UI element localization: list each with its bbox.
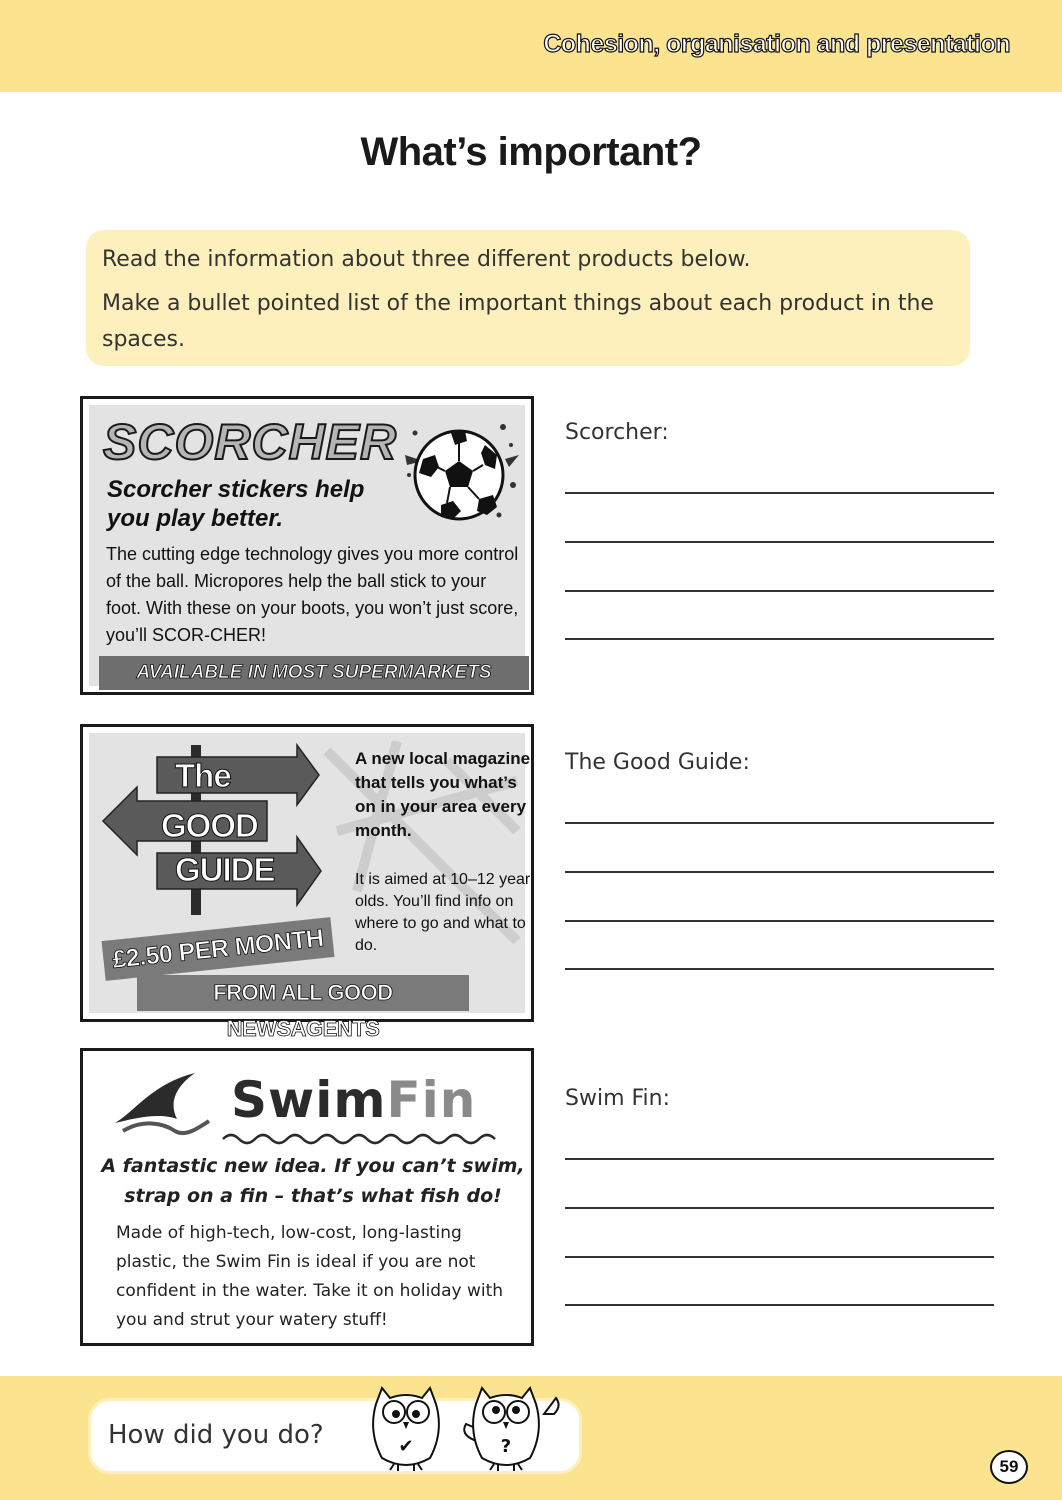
scorcher-logo: SCORCHER — [103, 414, 398, 470]
good-guide-availability-banner: FROM ALL GOOD NEWSAGENTS — [137, 975, 469, 1011]
logo-fin: Fin — [386, 1071, 477, 1129]
good-guide-headline: A new local magazine that tells you what’s on in your area every month. — [355, 749, 531, 840]
instruction-line-2: Make a bullet pointed list of the important things about each product in the spaces. — [102, 291, 934, 352]
scorcher-description: The cutting edge technology gives you more control of the ball. Micropores help the ball stick to your foot. With these on your boots, you won’t just score, you’ll SCOR-CHER! — [106, 544, 519, 645]
logo-swim: Swim — [231, 1071, 387, 1129]
swim-fin-logo-text — [231, 1071, 476, 1129]
owls-self-assessment — [368, 1384, 564, 1474]
swim-fin-answer-line-1[interactable] — [565, 1158, 994, 1160]
scorcher-answer-line-4[interactable] — [565, 638, 994, 640]
scorcher-advert — [80, 396, 534, 695]
good-guide-advert-panel — [89, 733, 531, 1041]
section-title: Cohesion, organisation and presentation — [543, 30, 1010, 58]
good-guide-price-banner: £2.50 PER MONTH — [102, 917, 335, 981]
good-guide-answer-line-4[interactable] — [565, 968, 994, 970]
swim-fin-answer-line-4[interactable] — [565, 1304, 994, 1306]
swim-fin-advert — [80, 1048, 534, 1346]
scorcher-answer-label: Scorcher: — [565, 420, 669, 445]
swim-fin-advert-panel — [89, 1057, 525, 1337]
instructions-box — [86, 230, 970, 366]
swim-fin-description: Made of high-tech, low-cost, long-lasting plastic, the Swim Fin is ideal if you are not confident in the water. Take it on holiday with you and strut your watery stuff! — [116, 1223, 504, 1330]
owl-unsure-icon[interactable] — [464, 1388, 558, 1471]
owl-check-mark: ✔ — [398, 1436, 414, 1457]
scorcher-tagline: Scorcher stickers help you play better. — [107, 476, 365, 532]
football-icon — [401, 415, 521, 527]
sign-text-guide: GUIDE — [175, 851, 275, 888]
swim-fin-answer-line-2[interactable] — [565, 1207, 994, 1209]
scorcher-answer-line-1[interactable] — [565, 492, 994, 494]
owl-question-mark: ? — [500, 1436, 512, 1457]
good-guide-advert — [80, 724, 534, 1041]
swim-fin-tagline: A fantastic new idea. If you can’t swim, strap on a fin – that’s what fish do! — [101, 1155, 525, 1207]
swim-fin-answer-line-3[interactable] — [565, 1256, 994, 1258]
page-title: What’s important? — [360, 130, 702, 174]
swim-fin-answer-label: Swim Fin: — [565, 1086, 671, 1111]
good-guide-answer-label: The Good Guide: — [565, 750, 750, 775]
scorcher-answer-line-3[interactable] — [565, 590, 994, 592]
page-number: 59 — [990, 1450, 1028, 1484]
good-guide-answer-line-2[interactable] — [565, 871, 994, 873]
scorcher-availability-banner: AVAILABLE IN MOST SUPERMARKETS — [99, 656, 529, 690]
good-guide-answer-line-3[interactable] — [565, 920, 994, 922]
how-did-you-do-label: How did you do? — [108, 1420, 324, 1450]
good-guide-description: It is aimed at 10–12 year olds. You’ll find info on where to go and what to do. — [355, 871, 531, 954]
sign-text-the: The — [175, 757, 231, 794]
sign-text-good: GOOD — [161, 807, 258, 844]
instruction-line-1: Read the information about three different products below. — [102, 247, 751, 272]
owl-confident-icon[interactable] — [373, 1388, 439, 1471]
scorcher-advert-panel — [89, 405, 525, 686]
good-guide-answer-line-1[interactable] — [565, 822, 994, 824]
scorcher-answer-line-2[interactable] — [565, 541, 994, 543]
